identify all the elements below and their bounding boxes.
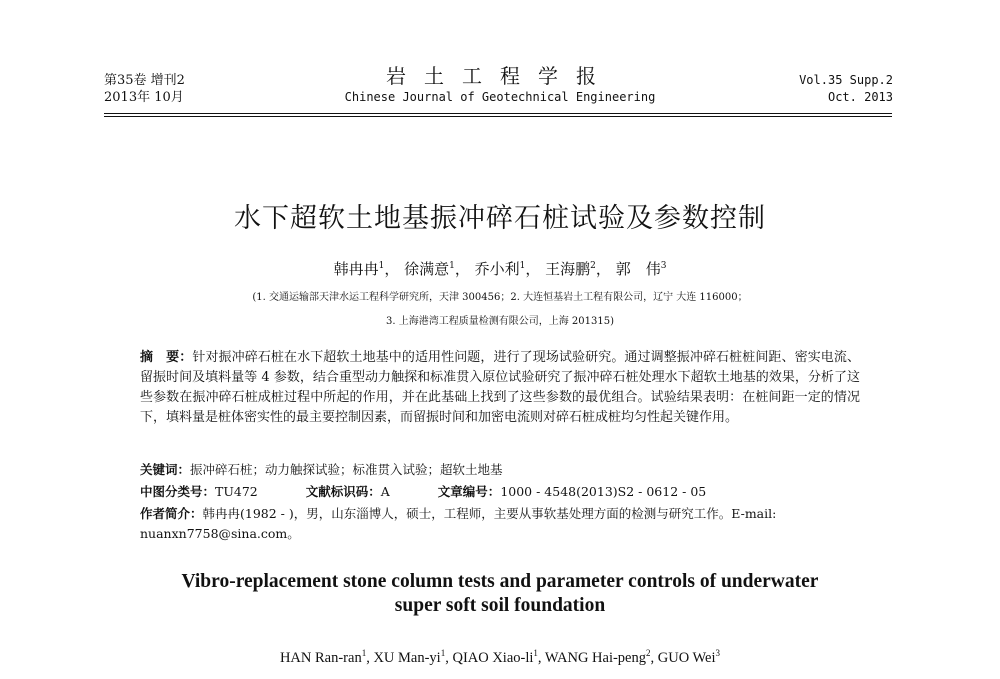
bio-label: 作者简介： (140, 506, 203, 521)
author-cn: 乔小利$^1$ (474, 260, 526, 278)
author-list-en: HAN Ran-ran$^1$, XU Man-$yi^1$, QIAO Xiao-$li^1$, WANG Hai-peng$^2$, GUO Wei$^3$ (279, 648, 721, 666)
clc-value: TU472 (215, 484, 258, 499)
keywords-label: 关键词： (140, 462, 191, 477)
bio-text: 韩冉冉(1982 - )，男，山东淄博人，硕士，工程师，主要从事软基处理方面的检测与研究工作。E-mail: nuanxn7758@sina.com。 (140, 506, 777, 541)
journal-title-cn: 岩土工程学报 (386, 64, 614, 88)
journal-title-en: Chinese Journal of Geotechnical Engineering (344, 90, 656, 104)
abstract-cn (140, 348, 860, 428)
author-en: XU Man-$yi^1$ (373, 648, 446, 666)
author-en: GUO Wei$^3$ (657, 648, 721, 666)
article-no-label: 文章编号： (437, 484, 501, 499)
header-volume-date-en (799, 72, 893, 106)
abstract-text: 针对振冲碎石桩在水下超软土地基中的适用性问题，进行了现场试验研究。通过调整振冲碎石桩桩间距、密实电流、留振时间及填料量等 4 参数，结合重型动力触探和标准贯入原位试验研究了振冲碎石桩处理水下超软土地基的效果，分析了这些参数在振冲碎石桩成桩过程中所起的作用，并在此基础上找到了这些参数的最优组合。试验结果表明：在桩间距一定的情况下，填料量是桩体密实性的最主要控制因素，而留振时间和加密电流则对碎石桩成桩均匀性起关键作用。 (140, 350, 860, 425)
header-date-en: Oct. 2013 (827, 90, 893, 104)
author-cn: 王海鹏$^2$ (545, 260, 596, 278)
author-cn: 韩冉冉$^1$ (333, 260, 385, 278)
author-list-cn: 韩冉冉$^1$， 徐满意$^1$， 乔小利$^1$， 王海鹏$^2$， 郭 伟$^3$ (333, 260, 667, 278)
title-en-line-1: Vibro-replacement stone column tests and parameter controls of underwater (181, 571, 819, 592)
header-volume-en: Vol.35 Supp.2 (799, 73, 893, 87)
header-date-cn: 2013年 10月 (104, 90, 184, 105)
article-no-value: 1000 - 4548(2013)S2 - 0612 - 05 (500, 484, 707, 499)
author-en: HAN Ran-ran$^1$ (279, 648, 367, 666)
affiliation-line-2: 3. 上海港湾工程质量检测有限公司，上海 201315) (386, 316, 614, 327)
title-en-line-2: super soft soil foundation (394, 595, 606, 616)
article-title-cn: 水下超软土地基振冲碎石桩试验及参数控制 (234, 203, 766, 234)
header-rule-top (104, 113, 892, 114)
keywords-text: 振冲碎石桩；动力触探试验；标准贯入试验；超软土地基 (190, 462, 503, 477)
author-cn: 郭 伟$^3$ (615, 260, 667, 278)
affiliation-line-1: (1. 交通运输部天津水运工程科学研究所，天津 300456；2. 大连恒基岩土工程有限公司，辽宁 大连 116000； (252, 292, 748, 303)
header-rule-bottom (104, 116, 892, 117)
author-bio (140, 504, 860, 544)
author-en: QIAO Xiao-$li^1$ (452, 648, 538, 666)
author-en: WANG Hai-peng$^2$ (544, 648, 651, 666)
abstract-label: 摘 要： (140, 350, 193, 365)
classification-line (140, 482, 860, 502)
author-cn: 徐满意$^1$ (404, 260, 455, 278)
keywords-cn (140, 460, 860, 480)
doc-code-label: 文献标识码： (305, 484, 381, 499)
doc-code-value: A (380, 484, 390, 499)
clc-label: 中图分类号： (140, 484, 216, 499)
header-volume-cn: 第35卷 增刊2 (104, 73, 185, 88)
article-title-en (0, 570, 1000, 618)
